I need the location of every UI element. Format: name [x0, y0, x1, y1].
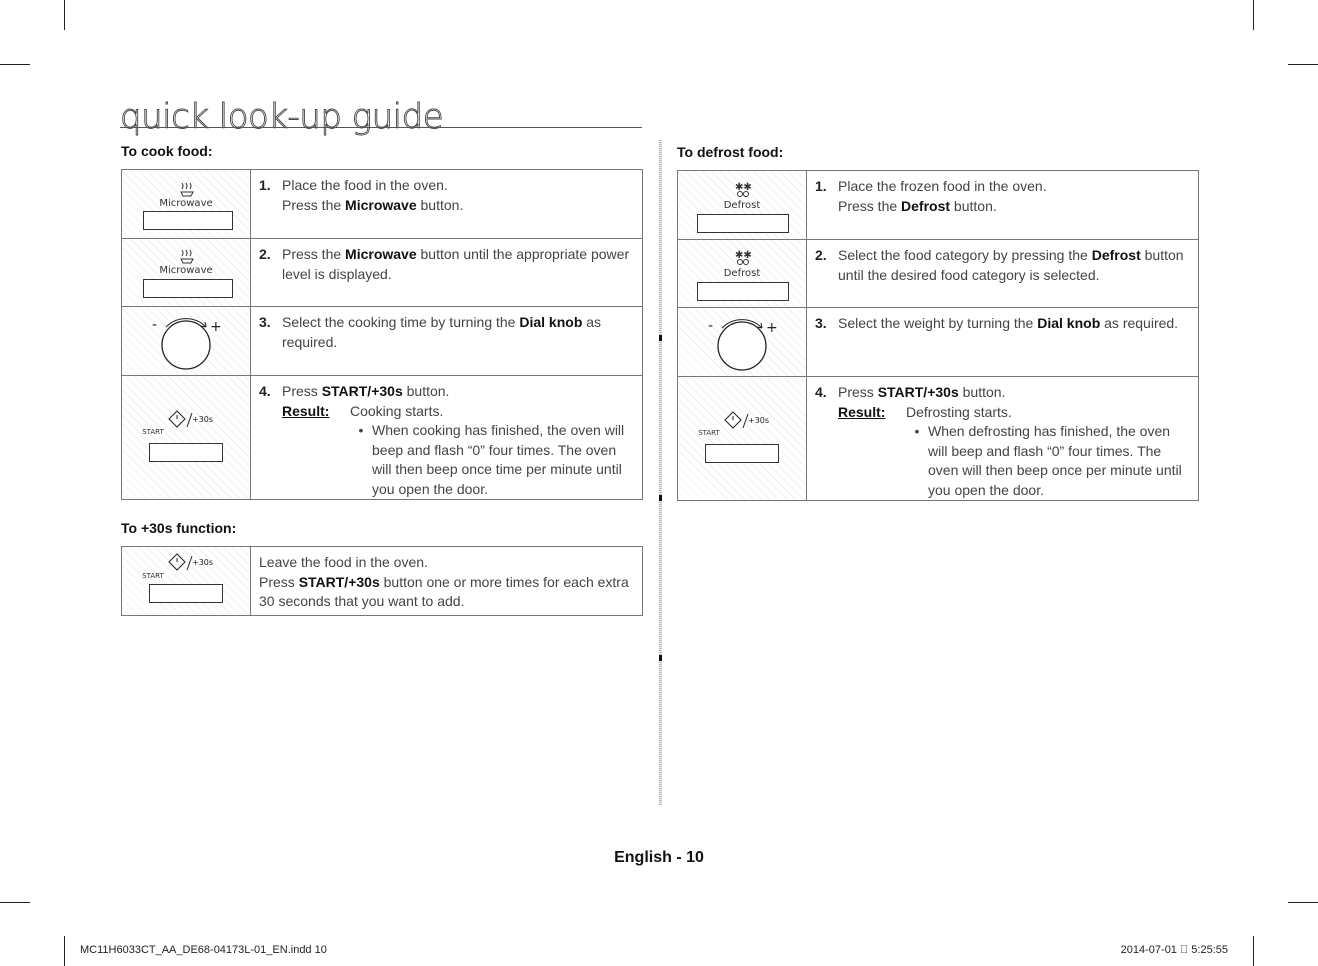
table-row	[678, 377, 1199, 501]
step-text: button.	[958, 384, 1006, 400]
dial-plus: +	[210, 319, 222, 335]
defrost-step-3	[807, 308, 1199, 377]
step-number: 2.	[815, 247, 827, 263]
cook-step-1	[251, 170, 643, 239]
table-row	[678, 171, 1199, 240]
step-text: Press	[282, 383, 322, 399]
dial-knob-icon	[148, 311, 224, 373]
table-row	[122, 239, 643, 307]
result-text: Defrosting starts.	[906, 403, 1012, 420]
start-keyword: START/+30s	[298, 573, 380, 590]
svg-text:+30s: +30s	[748, 416, 770, 425]
microwave-button-illustration	[122, 239, 251, 307]
table-row	[122, 547, 643, 616]
defrost-button-label: Defrost	[723, 200, 761, 211]
start-button-illustration	[678, 377, 807, 501]
dial-knob-keyword: Dial knob	[519, 314, 583, 330]
crop-mark	[1253, 936, 1254, 966]
defrost-button-box	[697, 214, 789, 233]
step-text: Select the cooking time by turning the	[282, 314, 520, 330]
dial-knob-illustration	[678, 308, 807, 377]
start-keyword: START/+30s	[877, 384, 959, 400]
footer-filename: MC11H6033CT_AA_DE68-04173L-01_EN.indd 10	[80, 944, 327, 956]
step-text: Place the frozen food in the oven.	[838, 178, 1047, 194]
plus30-step	[251, 547, 643, 616]
start-button-box	[705, 444, 779, 463]
defrost-heading: To defrost food:	[677, 144, 784, 160]
step-text: Select the food category by pressing the	[838, 247, 1092, 263]
dial-minus: -	[708, 318, 714, 334]
microwave-keyword: Microwave	[345, 196, 417, 213]
step-text: as required.	[282, 314, 602, 350]
step-text: Press the	[282, 196, 346, 213]
step-number: 4.	[259, 383, 271, 399]
defrost-snowflake-icon	[733, 181, 753, 199]
crop-mark	[1253, 0, 1254, 30]
footer-timestamp: 2014-07-01   5:25:55	[1120, 944, 1228, 956]
dial-knob-icon	[704, 312, 780, 374]
start-diamond-icon	[724, 411, 770, 431]
bullet-text: When defrosting has finished, the oven will beep and flash “0” four times. The oven will then beep once per minute until you open the door.	[928, 423, 1182, 498]
plus30-table	[121, 546, 643, 616]
step-text: button until the appropriate power level is displayed.	[282, 246, 630, 282]
start-button-label: START	[142, 428, 164, 436]
table-row	[122, 170, 643, 239]
step-number: 3.	[815, 315, 827, 331]
step-text: Select the weight by turning the	[838, 315, 1038, 331]
start-button-box	[149, 584, 223, 603]
step-number: 4.	[815, 384, 827, 400]
bullet-text: When cooking has finished, the oven will beep and flash “0” four times. The oven will then beep once time per minute until you open the door.	[372, 422, 625, 497]
microwave-button-box	[143, 211, 233, 230]
step-text: Leave the food in the oven.	[259, 554, 428, 570]
svg-text:+30s: +30s	[192, 415, 214, 424]
defrost-keyword: Defrost	[1091, 247, 1141, 263]
defrost-steps-table	[677, 170, 1199, 501]
step-text: Place the food in the oven.	[282, 177, 448, 193]
page-number: English - 10	[614, 849, 704, 866]
cook-step-4	[251, 376, 643, 500]
cook-step-3	[251, 307, 643, 376]
plus30-heading: To +30s function:	[121, 520, 237, 536]
step-text: Press the	[282, 246, 346, 262]
table-row	[678, 308, 1199, 377]
bullet-icon: •	[358, 422, 364, 438]
defrost-button-label: Defrost	[723, 268, 761, 279]
dial-knob-illustration	[122, 307, 251, 376]
microwave-button-box	[143, 279, 233, 298]
result-label: Result:	[282, 402, 330, 419]
crop-mark	[0, 902, 30, 903]
microwave-wave-icon	[178, 249, 196, 265]
crop-mark	[64, 0, 65, 30]
step-number: 2.	[259, 246, 271, 262]
start-diamond-icon	[168, 410, 214, 430]
start-button-label: START	[142, 572, 164, 580]
step-text: button one or more times for each extra 30 seconds that you want to add.	[259, 573, 629, 609]
defrost-step-1	[807, 171, 1199, 240]
defrost-keyword: Defrost	[901, 197, 951, 214]
step-number: 1.	[815, 178, 827, 194]
crop-mark	[0, 64, 30, 65]
dial-minus: -	[152, 317, 158, 333]
step-text: button.	[402, 383, 450, 399]
start-button-illustration	[122, 376, 251, 500]
microwave-button-label: Microwave	[159, 198, 213, 209]
start-button-illustration	[122, 547, 251, 616]
defrost-step-2	[807, 240, 1199, 308]
step-text: Press the	[838, 197, 902, 214]
step-number: 1.	[259, 177, 271, 193]
svg-text:✱✱: ✱✱	[735, 182, 752, 193]
svg-text:✱✱: ✱✱	[735, 250, 752, 261]
crop-mark	[64, 936, 65, 966]
defrost-button-illustration	[678, 171, 807, 240]
table-row	[678, 240, 1199, 308]
table-row	[122, 307, 643, 376]
cook-steps-table	[121, 169, 643, 500]
divider-mark	[659, 655, 662, 661]
crop-mark	[1288, 902, 1318, 903]
result-text: Cooking starts.	[350, 402, 444, 419]
microwave-button-illustration	[122, 170, 251, 239]
divider-mark	[659, 335, 662, 341]
microwave-button-label: Microwave	[159, 265, 213, 276]
step-text: Press	[259, 573, 299, 590]
defrost-snowflake-icon	[733, 249, 753, 267]
step-text: button.	[950, 197, 997, 214]
svg-text:+30s: +30s	[192, 558, 214, 567]
start-button-box	[149, 443, 223, 462]
crop-mark	[1288, 64, 1318, 65]
cook-heading: To cook food:	[121, 143, 213, 159]
dial-plus: +	[766, 320, 778, 336]
defrost-button-illustration	[678, 240, 807, 308]
page-title: quick look-up guide	[120, 97, 444, 137]
defrost-button-box	[697, 282, 789, 301]
step-text: as required.	[1100, 315, 1179, 331]
microwave-wave-icon	[178, 182, 196, 198]
step-text: button.	[416, 196, 464, 213]
step-text: Press	[838, 384, 878, 400]
step-number: 3.	[259, 314, 271, 330]
title-rule	[120, 127, 642, 128]
cook-step-2	[251, 239, 643, 307]
start-button-label: START	[698, 429, 720, 437]
start-diamond-icon	[168, 553, 214, 573]
column-divider	[659, 140, 662, 805]
divider-mark	[659, 495, 662, 501]
dial-knob-keyword: Dial knob	[1037, 315, 1101, 331]
table-row	[122, 376, 643, 500]
start-keyword: START/+30s	[321, 383, 403, 399]
step-text: button until the desired food category is selected.	[838, 247, 1184, 283]
result-label: Result:	[838, 403, 886, 420]
bullet-icon: •	[914, 423, 920, 439]
microwave-keyword: Microwave	[345, 246, 417, 262]
title-block	[120, 97, 642, 137]
defrost-step-4	[807, 377, 1199, 501]
